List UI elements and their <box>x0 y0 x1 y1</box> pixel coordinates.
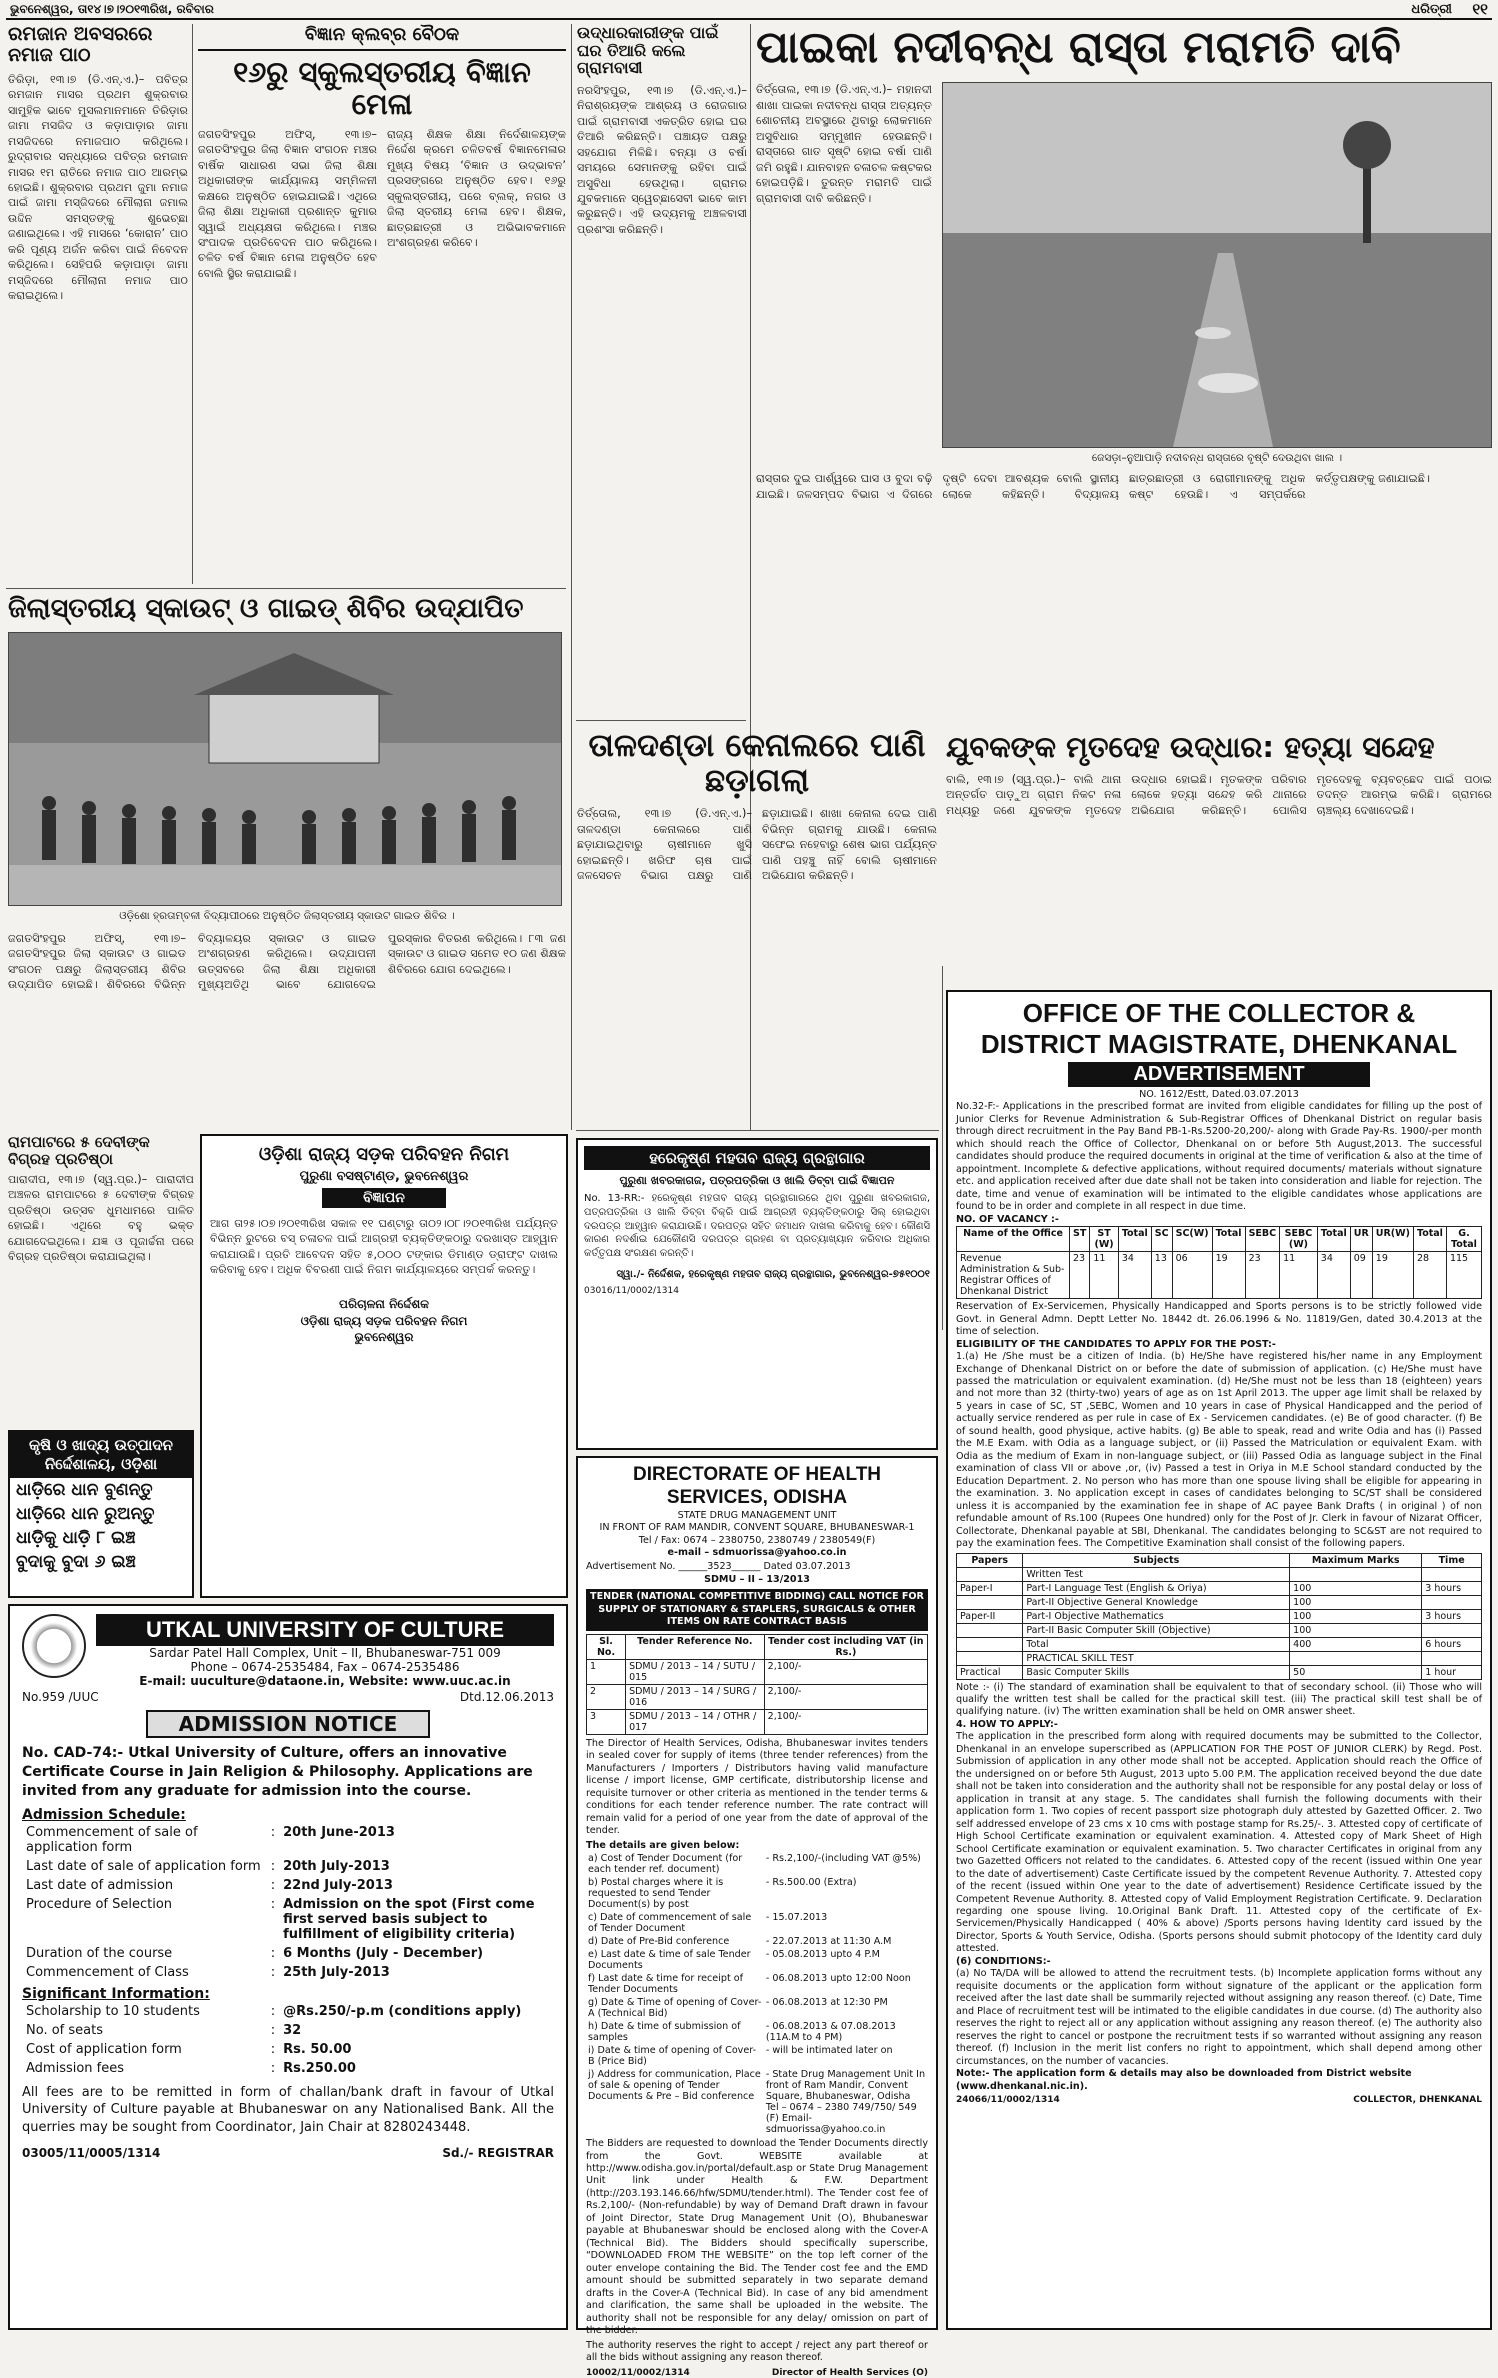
science-article <box>198 24 566 586</box>
youth-article <box>946 732 1492 982</box>
exam-cell: PRACTICAL SKILL TEST <box>1023 1651 1290 1665</box>
utkal-title: UTKAL UNIVERSITY OF CULTURE <box>96 1614 554 1646</box>
detail-row <box>586 2068 928 2136</box>
exam-cell <box>1422 1623 1482 1637</box>
exam-cell: Total <box>1023 1637 1290 1651</box>
exam-cell: Part-II Objective General Knowledge <box>1023 1595 1290 1609</box>
detail-value: - State Drug Management Unit In front of Ram Mandir, Convent Square, Bhubaneswar, Odisha Tel – 0674 – 2380 749/750/ 549 (F) Email- sdmuorissa@yahoo.co.in <box>765 2069 926 2136</box>
masthead <box>6 0 1492 20</box>
detail-value: - 15.07.2013 <box>765 1912 828 1924</box>
info-colon: : <box>270 2022 276 2038</box>
detail-value: - 06.08.2013 upto 12:00 Noon <box>765 1973 911 1985</box>
detail-row <box>586 1972 928 1996</box>
osrtc-tag: ବିଜ୍ଞାପନ <box>322 1188 446 1208</box>
collector-vac-title: NO. OF VACANCY :- <box>956 1213 1059 1225</box>
vacancy-col-header: SC(W) <box>1172 1227 1212 1252</box>
schedule-row <box>22 1963 554 1982</box>
library-sign: ସ୍ୱା./- ନିର୍ଦ୍ଦେଶକ, ହରେକୃଷ୍ଣ ମହତାବ ରାଜ୍ୟ ଗ୍ରନ୍ଥାଗାର, ଭୁବନେଶ୍ୱର-୭୫୧୦୦୧ <box>616 1268 930 1280</box>
shelter-body: ନରସିଂହପୁର, ୧୩।୭ (ଡି.ଏନ୍.ଏ.)– ନିରାଶ୍ରୟଙ୍କ ଆଶ୍ରୟ ଓ ରୋଜଗାର ପାଇଁ ଗ୍ରାମବାସୀ ଏକତ୍ରିତ ହୋଇ ଘର ତିଆରି କରିଛନ୍ତି। ପଞ୍ଚାୟତ ପକ୍ଷରୁ ସହଯୋଗ ମିଳିଛି। ବନ୍ୟା ଓ ବର୍ଷା ସମୟରେ ସେମାନଙ୍କୁ ରହିବା ପାଇଁ ଅସୁବିଧା ହେଉଥିଲା। ଗ୍ରାମର ଯୁବକମାନେ ସ୍ୱେଚ୍ଛାସେବୀ ଭାବେ କାମ କରୁଛନ୍ତି। ଏହି ଉଦ୍ୟମକୁ ଅଞ୍ଚଳବାସୀ ପ୍ରଶଂସା କରିଛନ୍ତି। <box>577 83 747 236</box>
exam-table <box>956 1553 1482 1680</box>
info-key: Scholarship to 10 students <box>26 2003 200 2019</box>
exam-row <box>957 1637 1482 1651</box>
collector-title-2: DISTRICT MAGISTRATE, DHENKANAL <box>980 1029 1458 1059</box>
vacancy-cell: 23 <box>1245 1252 1280 1299</box>
exam-col-header: Maximum Marks <box>1290 1553 1422 1567</box>
shelter-article <box>577 24 747 718</box>
utkal-notice: ADMISSION NOTICE <box>146 1710 430 1738</box>
collector-cond: (a) No TA/DA will be allowed to attend the recruitment tests. (b) Incomplete application forms without any requisite documents or the application form without signature of the applicant or the application form received after the last date shall be summarily rejected without assigning any reason thereof. (c) Date, Time and Place of recruitment test will be intimated to the eligible candidates in due course. (d) The authority also reserves the right to reject all or any application without assigning any reason thereof. (e) The authority also reserves the right to cancel or postpone the recruitment tests if so warranted without assigning any reason thereof. (f) Inclusion in the merit list confers no right to appointment, which shall depend among other circumstances, on the number of vacancies. <box>956 1968 1482 2067</box>
exam-row <box>957 1595 1482 1609</box>
health-unit: STATE DRUG MANAGEMENT UNIT <box>677 1509 837 1521</box>
exam-cell: 6 hours <box>1422 1637 1482 1651</box>
health-sign: Director of Health Services (O) <box>771 2368 928 2378</box>
exam-row <box>957 1665 1482 1679</box>
vacancy-cell: 19 <box>1372 1252 1413 1299</box>
collector-note: Note :- (i) The standard of examination shall be equivalent to that of secondary school. (ii) Those who will qualify the written test shall be called for the practical skill test. (iii) The practical skill test shall be of qualifying nature. (iv) The written examination shall be held on OMR answer sheet. <box>956 1681 1482 1718</box>
info-row <box>22 2040 554 2059</box>
tender-cell: 2,100/- <box>764 1684 927 1709</box>
exam-cell: Paper-II <box>957 1609 1023 1623</box>
detail-row <box>586 2020 928 2044</box>
osrtc-sign-3: ଭୁବନେଶ୍ୱର <box>354 1330 414 1345</box>
scout-article <box>8 594 566 1130</box>
detail-key: b) Postal charges where it is requested to send Tender Document(s) by post <box>588 1877 724 1911</box>
osrtc-ad <box>200 1134 568 1598</box>
vacancy-table <box>956 1226 1482 1299</box>
schedule-key: Procedure of Selection <box>26 1896 173 1912</box>
ramzan-headline: ରମଜାନ ଅବସରରେ ନମାଜ ପାଠ <box>8 23 153 66</box>
utkal-schedule <box>22 1823 554 1982</box>
info-value: Rs.250.00 <box>283 2060 356 2076</box>
tender-col-header: Sl. No. <box>587 1634 626 1659</box>
exam-cell <box>1422 1595 1482 1609</box>
info-colon: : <box>270 2041 276 2057</box>
info-value: 32 <box>283 2022 302 2038</box>
schedule-colon: : <box>270 1964 276 1980</box>
agri-line-4: ବୁଦାକୁ ବୁଦା ୬ ଇଞ୍ଚ <box>16 1551 136 1572</box>
vacancy-col-header: Total <box>1317 1227 1350 1252</box>
detail-key: e) Last date & time of sale Tender Documents <box>588 1949 751 1972</box>
collector-elig: 1.(a) He /She must be a citizen of India. (b) He/She have registered his/her name in any Employment Exchange of Dhenkanal District on or before the date of submission of application. (c) He/She must have passed the matriculation or equivalent examination. (d) He/She must not be less than 18 (eighteen) years and not more than 32 (thirty-two) years of age as on 1st April 2013. The upper age limit shall be relaxed by 5 years in case of SC, ST ,SEBC, Women and 10 years in case of Physical Handicapped and the period of actually service rendered as per rule in case of Ex - Servicemen candidates. (e) Be of good character. (f) Be of sound health, good physique, active habits. (g) Be able to speak, read and write Odia and has (i) Passed the M.E Exam. with Odia as a language subject, or (ii) Passed the Matriculation or equivalent Exam. with Odia as the medium of Exam in non-language subject, or (iii) Passed Odia as language subject in the Final examination of class VII or above ,or, (iv) Passed a test in Oriya in M.E School standard conducted by the Education Department. 2. No person who has more than one spouse living shall be eligible for appearing in the examination. 3. No application except in cases of candidates belonging to SC/ST shall be considered unless it is accompanied by the examination fee in shape of AC payee Bank Drafts ( in original ) of non refundable amount of Rs.100 (Rupees One hundred) only for the Post of Jr. Clerk in favour of Nizarat Officer, Collectorate, Dhenkanal payable at SBI, Dhenkanal. The candidates belonging to SC&ST are not required to pay the examination fees. The Competitive Examination shall consist of the following papers. <box>956 1351 1482 1550</box>
exam-cell <box>957 1623 1023 1637</box>
youth-headline: ଯୁବକଙ୍କ ମୃତଦେହ ଉଦ୍ଧାର: ହତ୍ୟା ସନ୍ଦେହ <box>946 730 1435 764</box>
detail-key: d) Date of Pre-Bid conference <box>588 1936 730 1948</box>
detail-value: - Rs.2,100/-(including VAT @5%) <box>765 1853 921 1865</box>
info-colon: : <box>270 2003 276 2019</box>
collector-title-1: OFFICE OF THE COLLECTOR & <box>1022 998 1416 1028</box>
vacancy-col-header: Total <box>1212 1227 1245 1252</box>
science-kicker: ବିଜ୍ଞାନ କ୍ଲବ୍‌ର ବୈଠକ <box>198 24 566 51</box>
vacancy-col-header: UR(W) <box>1372 1227 1413 1252</box>
detail-value: - 22.07.2013 at 11:30 A.M <box>765 1936 892 1948</box>
schedule-row <box>22 1823 554 1857</box>
exam-col-header: Papers <box>957 1553 1023 1567</box>
exam-row <box>957 1651 1482 1665</box>
vacancy-cell: 11 <box>1280 1252 1318 1299</box>
scout-photo-art <box>9 633 561 905</box>
exam-row <box>957 1581 1482 1595</box>
utkal-addr-1: Sardar Patel Hall Complex, Unit – II, Bhubaneswar-751 009 <box>149 1646 501 1660</box>
tender-cell: SDMU / 2013 – 14 / SURG / 016 <box>626 1684 765 1709</box>
detail-key: i) Date & time of opening of Cover-B (Price Bid) <box>588 2045 757 2068</box>
detail-key: a) Cost of Tender Document (for each tender ref. document) <box>588 1853 743 1876</box>
schedule-key: Last date of sale of application form <box>26 1858 261 1874</box>
exam-cell <box>957 1637 1023 1651</box>
health-code: 10002/11/0002/1314 <box>586 2368 690 2378</box>
agri-line-3: ଧାଡ଼ିକୁ ଧାଡ଼ି ୮ ଇଞ୍ଚ <box>16 1527 136 1548</box>
exam-cell: Practical <box>957 1665 1023 1679</box>
schedule-colon: : <box>270 1896 276 1912</box>
detail-row <box>586 1948 928 1972</box>
vacancy-col-header: Total <box>1413 1227 1446 1252</box>
page-number: ୧୧ <box>1472 0 1488 18</box>
agri-line-2: ଧାଡ଼ିରେ ଧାନ ରୁଅନ୍ତୁ <box>16 1503 155 1524</box>
exam-cell: Part-II Basic Computer Skill (Objective) <box>1023 1623 1290 1637</box>
paika-photo-art <box>943 83 1491 447</box>
paika-photo <box>942 82 1492 448</box>
vacancy-cell: 28 <box>1413 1252 1446 1299</box>
utkal-no: No.959 /UUC <box>22 1690 99 1704</box>
detail-row <box>586 1852 928 1876</box>
tender-cell: 1 <box>587 1659 626 1684</box>
exam-cell: 1 hour <box>1422 1665 1482 1679</box>
schedule-row <box>22 1876 554 1895</box>
detail-key: c) Date of commencement of sale of Tender Document <box>588 1912 752 1935</box>
exam-cell: 50 <box>1290 1665 1422 1679</box>
collector-foot: Note:- The application form & details may also be downloaded from District website (www.dhenkanal.nic.in). <box>956 2068 1412 2092</box>
vacancy-col-header: UR <box>1350 1227 1372 1252</box>
detail-row <box>586 2044 928 2068</box>
utkal-sign: Sd./- REGISTRAR <box>442 2146 554 2161</box>
schedule-key: Commencement of Class <box>26 1964 189 1980</box>
exam-row <box>957 1609 1482 1623</box>
canal-body: ତିର୍ତ୍ତୋଲ, ୧୩।୭ (ଡି.ଏନ୍.ଏ.)– ତାଳଦଣ୍ଡା କେନାଲରେ ପାଣି ଛଡ଼ାଯାଇଥିବାରୁ ଚାଷୀମାନେ ଖୁସି ହୋଇଛନ୍ତି। ଖରିଫ ଚାଷ ପାଇଁ ଜଳସେଚନ ବିଭାଗ ପକ୍ଷରୁ ପାଣି ଛଡ଼ାଯାଇଛି। ଶାଖା କେନାଲ ଦେଇ ପାଣି ବିଭିନ୍ନ ଗ୍ରାମକୁ ଯାଉଛି। କେନାଲ ସଫେଇ ନହେବାରୁ ଶେଷ ଭାଗ ପର୍ଯ୍ୟନ୍ତ ପାଣି ପହଞ୍ଚୁ ନାହିଁ ବୋଲି ଚାଷୀମାନେ ଅଭିଯୋଗ କରିଛନ୍ତି। <box>577 807 937 883</box>
info-colon: : <box>270 2060 276 2076</box>
vacancy-col-header: G. Total <box>1446 1227 1481 1252</box>
exam-cell: 100 <box>1290 1609 1422 1623</box>
osrtc-title: ଓଡ଼ିଶା ରାଜ୍ୟ ସଡ଼କ ପରିବହନ ନିଗମ <box>258 1144 510 1165</box>
exam-cell <box>1290 1567 1422 1581</box>
health-body-3: The authority reserves the right to accept / reject any part thereof or all the bids without assigning any reason thereof. <box>586 2339 928 2363</box>
detail-value: - 06.08.2013 at 12:30 PM <box>765 1997 888 2009</box>
vacancy-col-header: Total <box>1118 1227 1151 1252</box>
utkal-code: 03005/11/0005/1314 <box>22 2146 161 2161</box>
science-body-b: ରାଜ୍ୟ ଶିକ୍ଷକ ଶିକ୍ଷା ନିର୍ଦେଶାଳୟଙ୍କ ନିର୍ଦ୍ଦେଶ କ୍ରମେ ଚଳିତବର୍ଷ ବିଜ୍ଞାନମେଳାର ମୁଖ୍ୟ ବିଷୟ ‘ବିଜ୍ଞାନ ଓ ଉଦ୍ଭାବନ’ ପ୍ରସଙ୍ଗରେ ଅନୁଷ୍ଠିତ ହେବ। ୧୬ରୁ ସ୍କୁଲସ୍ତରୀୟ, ପରେ ବ୍ଲକ୍, ନଗର ଓ ଜିଲା ସ୍ତରୀୟ ମେଳା ହେବ। ଶିକ୍ଷକ, ଛାତ୍ରଛାତ୍ରୀ ଓ ଅଭିଭାବକମାନେ ଅଂଶଗ୍ରହଣ କରିବେ। <box>387 127 566 249</box>
exam-cell: Written Test <box>1023 1567 1290 1581</box>
health-ad <box>576 1456 938 2378</box>
detail-key: f) Last date & time for receipt of Tender Documents <box>588 1973 744 1996</box>
utkal-addr-2: Phone – 0674-2535484, Fax – 0674-2535486 <box>190 1660 460 1674</box>
paika-article <box>756 24 1492 724</box>
exam-cell: 100 <box>1290 1595 1422 1609</box>
idol-body: ପାରାଦୀପ, ୧୩।୭ (ସ୍ୱ.ପ୍ର.)– ପାରାଦୀପ ଅଞ୍ଚଳର ରାମପାଟରେ ୫ ଦେବୀଙ୍କ ବିଗ୍ରହ ପ୍ରତିଷ୍ଠା ଉତ୍ସବ ଧୁମଧାମରେ ପାଳିତ ହୋଇଛି। ଏଥିରେ ବହୁ ଭକ୍ତ ଯୋଗଦେଇଥିଲେ। ଯଜ୍ଞ ଓ ପୂଜାର୍ଚ୍ଚନା ପରେ ବିଗ୍ରହ ପ୍ରତିଷ୍ଠା କରାଯାଇଥିଲା। <box>8 1173 194 1264</box>
collector-how-title: 4. HOW TO APPLY:- <box>956 1718 1058 1730</box>
schedule-colon: : <box>270 1824 276 1840</box>
paika-headline: ପାଇକା ନଦୀବନ୍ଧ ରାସ୍ତା ମରାମତି ଦାବି <box>756 22 1401 73</box>
collector-intro: No.32-F:- Applications in the prescribed format are invited from eligible candidates for filling up the post of Junior Clerks for Revenue Administration & Sub-Registrar Offices of Dhenkanal District on regular basis through direct recruitment in the Pay Band PB-1-Rs.5200-20,200/- along with Grade Pay-Rs. 1900/-per month which should reach the Office of Collector, Dhenkanal on or before 5th August,2013. The successful candidates should produce the required documents in original at the time of verification & also at the time of appointment. Incomplete & defective applications, without required documents/ materials without signature etc. and application received after due date shall not be taken into consideration and liable for rejection. The date, time and venue of examination will be intimated to the eligible candidates whose applications are found to be in order and complete in all respect in due time. <box>956 1101 1482 1213</box>
detail-value: - 06.08.2013 & 07.08.2013 (11A.M to 4 PM) <box>765 2021 896 2044</box>
info-key: Admission fees <box>26 2060 125 2076</box>
tender-cell: SDMU / 2013 – 14 / OTHR / 017 <box>626 1709 765 1734</box>
vacancy-cell: 06 <box>1172 1252 1212 1299</box>
info-row <box>22 2059 554 2078</box>
exam-cell: Part-I Language Test (English & Oriya) <box>1023 1581 1290 1595</box>
vacancy-cell: 19 <box>1212 1252 1245 1299</box>
exam-cell: Paper-I <box>957 1581 1023 1595</box>
collector-sign: COLLECTOR, DHENKANAL <box>1353 2095 1482 2105</box>
health-adv: Advertisement No. ______3523______ Dated 03.07.2013 <box>586 1561 851 1573</box>
info-value: Rs. 50.00 <box>283 2041 352 2057</box>
health-ref: SDMU – II – 13/2013 <box>704 1573 810 1585</box>
health-title: DIRECTORATE OF HEALTH SERVICES, ODISHA <box>632 1464 882 1508</box>
tender-cell: 2 <box>587 1684 626 1709</box>
shelter-headline: ଉଦ୍ଧାରକାରୀଙ୍କ ପାଇଁ ଘର ତିଆରି କଲେ ଗ୍ରାମବାସୀ <box>577 23 719 78</box>
info-key: Cost of application form <box>26 2041 182 2057</box>
schedule-row <box>22 1895 554 1944</box>
detail-key: g) Date & Time of opening of Cover-A (Technical Bid) <box>588 1997 762 2020</box>
exam-row <box>957 1567 1482 1581</box>
health-tel: Tel / Fax: 0674 – 2380750, 2380749 / 2380549(F) <box>638 1534 876 1546</box>
vacancy-col-header: ST <box>1070 1227 1090 1252</box>
health-email: e-mail – sdmuorissa@yahoo.co.in <box>667 1547 847 1558</box>
utkal-date: Dtd.12.06.2013 <box>459 1690 554 1704</box>
schedule-colon: : <box>270 1858 276 1874</box>
detail-key: h) Date & time of submission of samples <box>588 2021 741 2044</box>
scout-photo <box>8 632 562 906</box>
schedule-colon: : <box>270 1877 276 1893</box>
scout-body: ଜଗତସିଂହପୁର ଅଫିସ୍, ୧୩।୭– ଜଗତସିଂହପୁର ଜିଲା ସ୍କାଉଟ ଓ ଗାଇଡ ସଂଗଠନ ପକ୍ଷରୁ ଜିଲାସ୍ତରୀୟ ଶିବିର ଉଦ୍‌ଯାପିତ ହୋଇଛି। ଶିବିରରେ ବିଭିନ୍ନ ବିଦ୍ୟାଳୟର ସ୍କାଉଟ ଓ ଗାଇଡ ଅଂଶଗ୍ରହଣ କରିଥିଲେ। ଉଦ୍‌ଯାପନୀ ଉତ୍ସବରେ ଜିଲା ଶିକ୍ଷା ଅଧିକାରୀ ମୁଖ୍ୟଅତିଥି ଭାବେ ଯୋଗଦେଇ ପୁରସ୍କାର ବିତରଣ କରିଥିଲେ। ୮୩ ଜଣ ସ୍କାଉଟ ଓ ଗାଇଡ ସମେତ ୧୦ ଜଣ ଶିକ୍ଷକ ଶିବିରରେ ଯୋଗ ଦେଇଥିଲେ। <box>8 931 566 992</box>
paika-body: ତିର୍ତ୍ତୋଲ, ୧୩।୭ (ଡି.ଏନ୍.ଏ.)– ମହାନଦୀ ଶାଖା ପାଇକା ନଦୀବନ୍ଧ ରାସ୍ତା ଅତ୍ୟନ୍ତ ଶୋଚନୀୟ ଅବସ୍ଥାରେ ଥିବାରୁ ଲୋକମାନେ ଅସୁବିଧାର ସମ୍ମୁଖୀନ ହେଉଛନ୍ତି। ରାସ୍ତାରେ ଗାତ ସୃଷ୍ଟି ହୋଇ ବର୍ଷା ପାଣି ଜମି ରହୁଛି। ଯାନବାହନ ଚଳାଚଳ କଷ୍ଟକର ହୋଇପଡ଼ିଛି। ତୁରନ୍ତ ମରାମତି ପାଇଁ ଗ୍ରାମବାସୀ ଦାବି କରିଛନ୍ତି। <box>756 83 932 205</box>
health-body-2: The Bidders are requested to download the Tender Documents directly from the Govt. WEBSITE available at http://www.odisha.gov.in/portal/default.asp or State Drug Management Unit link under Health & F.W. Department (http://203.193.146.66/hfw/SDMU/tender.html). The Tender cost fee of Rs.2,100/- (Non-refundable) by way of Demand Draft drawn in favour of Joint Director, State Drug Management Unit (O), Bhubaneswar payable at Bhubaneswar should be enclosed along with the Cover-A (Technical Bid). The Bidders should specifically superscribe, “DOWNLOADED FROM THE WEBSITE” on the top left corner of the outer envelope containing the Bid. The Tender cost fee and the EMD amount should be submitted separately in two separate demand drafts in the Cover-A (Technical Bid). In case of any bid amendment and clarification, the same shall be uploaded in the website. The authority shall not be responsible for any delay/ omission on part of the bidder. <box>586 2138 928 2337</box>
vacancy-col-header: SEBC <box>1245 1227 1280 1252</box>
tender-cell: 2,100/- <box>764 1659 927 1684</box>
health-body: The Director of Health Services, Odisha, Bhubaneswar invites tenders in sealed cover for supply of items (three tender references) from the Manufacturers / Importers / Distributors having valid manufacture license / import license, GMP certificate, distributorship license and requisite turnover or other criteria as mentioned in the tender terms & conditions for each tender reference number. The rate contract will remain valid for a period of one year from the date of approval of the tender. <box>586 1737 928 1837</box>
tender-row <box>587 1709 928 1734</box>
science-headline: ୧୬ରୁ ସ୍କୁଲସ୍ତରୀୟ ବିଜ୍ଞାନ ମେଳା <box>233 55 531 121</box>
collector-how: The application in the prescribed form along with required documents may be submitted to the Collector, Dhenkanal in an envelope superscribed as (APPLICATION FOR THE POST OF JUNIOR CLERK) by Regd. Post. Submission of application in any other mode shall not be accepted. Application should reach the Office of the undersigned on or before 5th August, 2013 upto 5.00 P.M. The application received beyond the due date shall not be taken into consideration and the authority shall not be responsible for any postal delay or loss of application in transit at any stage. 5. The candidates shall furnish the following documents with their application form 1. Two copies of recent passport size photograph duly attested by Gazetted Officer. 2. Two self addressed envelope of 23 cms x 10 cms with postage stamp for Rs.25/-. 3. Attested copy of certificate of High School Certificate examination or equivalent examination. 4. Attested copy of Mark Sheet of High School Certificate examination or equivalent examination. 5. Two character Certificates in original from any two Gazetted Officers not related to the candidates. 6. Attested copy of the recent (issued within One year to the date of advertisement) Caste Certificate issued by the competent Revenue Authority. 7. Attested copy of the recent (issued within One year to the date of advertisement) Residence Certificate issued by the Competent Revenue Authority. 8. Attested copy of Valid Employment Registration Certificate. 9. Declaration regarding one spouse living. 10.Original Bank Draft. 11. Attested copy of the certificate of Ex-Servicemen/Physically Handicapped ( 40% & above) /Sports persons having Identity card issued by the Director, Sports & Youth Service, Odisha. (Sports persons should submit photocopy of the Identity card duly attested. <box>956 1731 1482 1955</box>
vacancy-cell: 23 <box>1070 1252 1090 1299</box>
vacancy-cell: Revenue Administration & Sub-Registrar Offices of Dhenkanal District <box>957 1252 1070 1299</box>
vacancy-cell: 34 <box>1317 1252 1350 1299</box>
tender-cell: 2,100/- <box>764 1709 927 1734</box>
exam-col-header: Time <box>1422 1553 1482 1567</box>
schedule-key: Duration of the course <box>26 1945 173 1961</box>
vacancy-cell: 09 <box>1350 1252 1372 1299</box>
health-details <box>586 1852 928 2136</box>
exam-cell: 100 <box>1290 1623 1422 1637</box>
exam-cell: Basic Computer Skills <box>1023 1665 1290 1679</box>
youth-body: ବାଲି, ୧୩।୭ (ସ୍ୱ.ପ୍ର.)– ବାଲି ଥାନା ଅନ୍ତର୍ଗତ ପାଡ଼ୁଅ ଗ୍ରାମ ନିକଟ ନଳା ମଧ୍ୟରୁ ଜଣେ ଯୁବକଙ୍କ ମୃତଦେହ ଉଦ୍ଧାର ହୋଇଛି। ମୃତକଙ୍କ ପରିବାର ଲୋକେ ହତ୍ୟା ସନ୍ଦେହ କରି ଥାନାରେ ଅଭିଯୋଗ କରିଛନ୍ତି। ପୋଲିସ ମୃତଦେହକୁ ବ୍ୟବଚ୍ଛେଦ ପାଇଁ ପଠାଇ ତଦନ୍ତ ଆରମ୍ଭ କରିଛି। ଗ୍ରାମରେ ଚାଞ୍ଚଲ୍ୟ ଦେଖାଦେଇଛି। <box>946 772 1492 817</box>
utkal-info-title: Significant Information: <box>22 1985 210 2002</box>
collector-adv: ADVERTISEMENT <box>1068 1062 1370 1087</box>
utkal-intro: No. CAD-74:- Utkal University of Culture, offers an innovative Certificate Course in Jain Religion & Philosophy. Applications are invited from any graduate for admission into the course. <box>22 1745 533 1799</box>
canal-article <box>577 728 937 1128</box>
info-value: @Rs.250/-p.m (conditions apply) <box>283 2003 522 2019</box>
health-details-title: The details are given below: <box>586 1839 740 1851</box>
schedule-colon: : <box>270 1945 276 1961</box>
schedule-value: 22nd July-2013 <box>283 1877 393 1893</box>
utkal-info <box>22 2002 554 2078</box>
schedule-row <box>22 1944 554 1963</box>
tender-col-header: Tender cost including VAT (in Rs.) <box>764 1634 927 1659</box>
health-addr: IN FRONT OF RAM MANDIR, CONVENT SQUARE, BHUBANESWAR-1 <box>599 1522 915 1534</box>
exam-col-header: Subjects <box>1023 1553 1290 1567</box>
tender-col-header: Tender Reference No. <box>626 1634 765 1659</box>
collector-elig-title: ELIGIBILITY OF THE CANDIDATES TO APPLY FOR THE POST:- <box>956 1338 1276 1350</box>
exam-cell <box>957 1595 1023 1609</box>
utkal-schedule-title: Admission Schedule: <box>22 1806 186 1823</box>
exam-cell <box>1422 1651 1482 1665</box>
tender-cell: 3 <box>587 1709 626 1734</box>
vacancy-cell: 13 <box>1151 1252 1172 1299</box>
tender-row <box>587 1659 928 1684</box>
paper-name: ଧରିତ୍ରୀ <box>1411 2 1452 17</box>
canal-headline: ତାଳଦଣ୍ଡା କେନାଲରେ ପାଣି ଛଡ଼ାଗଲା <box>588 726 926 800</box>
schedule-key: Last date of admission <box>26 1877 174 1893</box>
exam-cell: Part-I Objective Mathematics <box>1023 1609 1290 1623</box>
info-row <box>22 2002 554 2021</box>
schedule-value: 20th June-2013 <box>283 1824 395 1840</box>
info-key: No. of seats <box>26 2022 103 2038</box>
vacancy-col-header: Name of the Office <box>957 1227 1070 1252</box>
ramzan-article <box>8 24 188 586</box>
osrtc-sign-2: ଓଡ଼ିଶା ରାଜ୍ୟ ସଡ଼କ ପରିବହନ ନିଗମ <box>300 1313 468 1328</box>
detail-row <box>586 1935 928 1948</box>
utkal-addr-3: E-mail: uuculture@dataone.in, Website: www.uuc.ac.in <box>139 1674 511 1688</box>
exam-cell <box>1422 1567 1482 1581</box>
detail-row <box>586 1876 928 1911</box>
exam-row <box>957 1623 1482 1637</box>
university-seal-icon <box>22 1614 86 1678</box>
schedule-key: Commencement of sale of application form <box>26 1824 198 1855</box>
utkal-ad <box>8 1604 568 2330</box>
paika-body-2: ରାସ୍ତାର ଦୁଇ ପାର୍ଶ୍ୱରେ ଘାସ ଓ ବୁଦା ବଢ଼ି ଯାଇଛି। ଜଳସମ୍ପଦ ବିଭାଗ ଏ ଦିଗରେ ଦୃଷ୍ଟି ଦେବା ଆବଶ୍ୟକ ବୋଲି ସ୍ଥାନୀୟ ଲୋକେ କହିଛନ୍ତି। ବିଦ୍ୟାଳୟ ଛାତ୍ରଛାତ୍ରୀ ଓ ରୋଗୀମାନଙ୍କୁ ଅଧିକ କଷ୍ଟ ହେଉଛି। ଏ ସମ୍ପର୍କରେ କର୍ତ୍ତୃପକ୍ଷଙ୍କୁ ଜଣାଯାଇଛି। <box>756 472 1430 501</box>
agri-line-1: ଧାଡ଼ିରେ ଧାନ ବୁଣନ୍ତୁ <box>16 1479 153 1500</box>
detail-value: - 05.08.2013 upto 4 P.M <box>765 1949 880 1961</box>
health-tender-table <box>586 1634 928 1735</box>
exam-cell: 100 <box>1290 1581 1422 1595</box>
scout-headline: ଜିଲାସ୍ତରୀୟ ସ୍କାଉଟ୍ ଓ ଗାଇଡ୍ ଶିବିର ଉଦ୍‌ଯାପିତ <box>8 593 524 624</box>
osrtc-body: ଆଗ ତା୨୫।୦୭।୨୦୧୩ରିଖ ସକାଳ ୧୧ ଘଣ୍ଟାରୁ ତା୦୨।୦୮।୨୦୧୩ରିଖ ପର୍ଯ୍ୟନ୍ତ ବିଭିନ୍ନ ରୁଟରେ ବସ୍ ଚଳାଚଳ ପାଇଁ ଆଗ୍ରହୀ ବ୍ୟକ୍ତିଙ୍କଠାରୁ ଦରଖାସ୍ତ ଆହ୍ୱାନ କରାଯାଉଛି। ପ୍ରତି ଆବେଦନ ସହିତ ୫,୦୦୦ ଟଙ୍କାର ଡିମାଣ୍ଡ ଡ୍ରାଫ୍ଟ ଦାଖଲ କରିବାକୁ ହେବ। ଅଧିକ ବିବରଣୀ ପାଇଁ ନିଗମ କାର୍ଯ୍ୟାଳୟରେ ସମ୍ପର୍କ କରନ୍ତୁ। <box>210 1217 558 1277</box>
idol-headline: ରାମପାଟରେ ୫ ଦେବୀଙ୍କ ବିଗ୍ରହ ପ୍ରତିଷ୍ଠା <box>8 1133 150 1168</box>
detail-value: - will be intimated later on <box>765 2045 893 2057</box>
detail-row <box>586 1911 928 1935</box>
library-title: ହରେକୃଷ୍ଣ ମହତାବ ରାଜ୍ୟ ଗ୍ରନ୍ଥାଗାର <box>584 1146 930 1170</box>
science-body-a: ଜଗତସିଂହପୁର ଅଫିସ୍, ୧୩।୭– ଜଗତସିଂହପୁର ଜିଲା ବିଜ୍ଞାନ ସଂଗଠନ ମଞ୍ଚର ବାର୍ଷିକ ସାଧାରଣ ସଭା ଜିଲା ଶିକ୍ଷା ଅଧିକାରୀଙ୍କ କାର୍ଯ୍ୟାଳୟ ସମ୍ମିଳନୀ କକ୍ଷରେ ଅନୁଷ୍ଠିତ ହୋଇଯାଇଛି। ଏଥିରେ ଜିଲା ଶିକ୍ଷା ଅଧିକାରୀ ପ୍ରଶାନ୍ତ କୁମାର ସ୍ୱାଇଁ ଅଧ୍ୟକ୍ଷତା କରିଥିଲେ। ମଞ୍ଚର ସଂପାଦକ ପ୍ରତିବେଦନ ପାଠ କରିଥିଲେ। ଚଳିତ ବର୍ଷ ବିଜ୍ଞାନ ମେଳା ଅନୁଷ୍ଠିତ ହେବ ବୋଲି ସ୍ଥିର କରାଯାଇଛି। <box>198 127 377 280</box>
agri-title: କୃଷି ଓ ଖାଦ୍ୟ ଉତ୍ପାଦନ ନିର୍ଦ୍ଦେଶାଳୟ, ଓଡ଼ିଶା <box>10 1432 192 1478</box>
schedule-row <box>22 1857 554 1876</box>
scout-caption: ଓଡ଼ିଶୋ ହ୍ରତାମ୍ବଳୀ ବିଦ୍ୟାପୀଠରେ ଅନୁଷ୍ଠିତ ଜିଲାସ୍ତରୀୟ ସ୍କାଉଟ ଗାଇଡ ଶିବିର । <box>119 909 455 922</box>
schedule-value: 20th July-2013 <box>283 1858 390 1874</box>
osrtc-sign-1: ପରିଚାଳନା ନିର୍ଦ୍ଦେଶକ <box>339 1296 429 1311</box>
health-tender-title: TENDER (NATIONAL COMPETITIVE BIDDING) CALL NOTICE FOR SUPPLY OF STATIONARY & STAPLERS, SURGICALS & OTHER ITEMS ON RATE CONTRACT BASIS <box>586 1589 928 1630</box>
exam-cell <box>957 1567 1023 1581</box>
exam-cell <box>957 1651 1023 1665</box>
schedule-value: 25th July-2013 <box>283 1964 390 1980</box>
collector-cond-title: (6) CONDITIONS:- <box>956 1955 1051 1967</box>
exam-cell <box>1290 1651 1422 1665</box>
vacancy-cell: 34 <box>1118 1252 1151 1299</box>
tender-row <box>587 1684 928 1709</box>
tender-cell: SDMU / 2013 – 14 / SUTU / 015 <box>626 1659 765 1684</box>
schedule-value: Admission on the spot (First come first served basis subject to fulfillment of eligibility criteria) <box>283 1896 535 1942</box>
library-subtitle: ପୁରୁଣା ଖବରକାଗଜ, ପତ୍ରପତ୍ରିକା ଓ ଖାଲି ଡିବ୍ବା ପାଇଁ ବିଜ୍ଞାପନ <box>619 1174 895 1187</box>
exam-cell: 3 hours <box>1422 1609 1482 1623</box>
library-ad <box>576 1138 938 1450</box>
vacancy-col-header: SEBC (W) <box>1280 1227 1318 1252</box>
library-body: No. 13-RR:- ହରେକୃଷ୍ଣ ମହତାବ ରାଜ୍ୟ ଗ୍ରନ୍ଥାଗାରରେ ଥିବା ପୁରୁଣା ଖବରକାଗଜ, ପତ୍ରପତ୍ରିକା ଓ ଖାଲି ଡିବ୍ବା ବିକ୍ରି ପାଇଁ ଆଗ୍ରହୀ ବ୍ୟକ୍ତିଙ୍କଠାରୁ ସିଲ୍ ହୋଇଥିବା ଦରପତ୍ର ଆହ୍ୱାନ କରାଯାଉଛି। ଦରପତ୍ର ସହିତ ଜମାଧନ ଦାଖଲ କରିବାକୁ ହେବ। କୌଣସି କାରଣ ନଦର୍ଶାଇ ଯେକୌଣସି ଦରପତ୍ର ଗ୍ରହଣ ବା ପ୍ରତ୍ୟାଖ୍ୟାନ କରିବାର ଅଧିକାର କର୍ତ୍ତୃପକ୍ଷ ସଂରକ୍ଷଣ କରନ୍ତି। <box>584 1193 930 1260</box>
collector-code: 24066/11/0002/1314 <box>956 2095 1060 2105</box>
library-code: 03016/11/0002/1314 <box>584 1285 679 1296</box>
collector-ad <box>946 990 1492 2330</box>
vacancy-cell: 115 <box>1446 1252 1481 1299</box>
collector-reservation: Reservation of Ex-Servicemen, Physically Handicapped and Sports persons is to be strictly followed vide Govt. in General Admn. Deptt Letter No. 18442 dt. 26.06.1996 & No. 11819/Gen, dated 30.4.2013 at the time of selection. <box>956 1301 1482 1338</box>
paika-caption: ଜେସଡ଼ା–ନୁଆପାଡ଼ି ନଦୀବନ୍ଧ ରାସ୍ତାରେ ବୃଷ୍ଟି ଦେଉଥିବା ଖାଲ । <box>1091 452 1343 465</box>
vacancy-cell: 11 <box>1090 1252 1118 1299</box>
agri-ad <box>8 1430 194 1598</box>
vacancy-col-header: SC <box>1151 1227 1172 1252</box>
info-row <box>22 2021 554 2040</box>
schedule-value: 6 Months (July - December) <box>283 1945 484 1961</box>
detail-row <box>586 1996 928 2020</box>
vacancy-col-header: ST (W) <box>1090 1227 1118 1252</box>
ramzan-body: ତିରିଡ଼ା, ୧୩।୭ (ଡି.ଏନ୍.ଏ.)– ପବିତ୍ର ରମଜାନ ମାସର ପ୍ରଥମ ଶୁକ୍ରବାର ସାମୁହିକ ଭାବେ ମୁସଲମାନମାନେ ତିରିଡ଼ାର ଜାମା ମସଜିଦ ଓ କଡ଼ାପାଡ଼ାର ଜାମା ମସଜିଦରେ ନମାଜପାଠ କରିଥିଲେ। ରୁଦ୍ରାବାର ସନ୍ଧ୍ୟାରେ ପବିତ୍ର ରମଜାନ ମାସର ୧ମ ରାତିରେ ନମାଜ ପାଠ ଆରମ୍ଭ ହୋଇଛି। ଶୁକ୍ରବାର ପ୍ରଥମ ଜୁମା ନମାଜ ପାଇଁ ଜାମା ମସ୍‌ଜିଦରେ ମୌଲାନା ଜମାଲ ଉଦ୍ଦିନ ସମସ୍ତଙ୍କୁ ଶୁଭେଚ୍ଛା ଜଣାଇଥିଲେ। ଏହି ମାସରେ ‘କୋରାନ’ ପାଠ କରି ପୂଣ୍ୟ ଅର୍ଜନ କରିବା ପାଇଁ ନିବେଦନ କରିଥିଲେ। ସେହିପରି କଡ଼ାପାଡ଼ା ଜାମା ମସ୍‌ଜିଦରେ ମୌଲାନା ନମାଜ ପାଠ କରାଇଥିଲେ। <box>8 72 188 303</box>
idol-article <box>8 1134 194 1424</box>
dateline: ଭୁବନେଶ୍ୱର, ତା୧୪।୭।୨୦୧୩ରିଖ, ରବିବାର <box>10 2 214 16</box>
collector-no: NO. 1612/Estt, Dated.03.07.2013 <box>1139 1089 1299 1100</box>
utkal-footer: All fees are to be remitted in form of challan/bank draft in favour of Utkal University of Culture payable at Bhubaneswar on any Nationalised Bank. All the querries may be sought from Coordinator, Jain Chair at 8280243448. <box>22 2084 554 2135</box>
exam-cell: 400 <box>1290 1637 1422 1651</box>
exam-cell: 3 hours <box>1422 1581 1482 1595</box>
detail-key: j) Address for communication, Place of sale & opening of Tender Documents & Pre – Bid conference <box>588 2069 761 2103</box>
osrtc-subtitle: ପୁରୁଣା ବସଷ୍ଟାଣ୍ଡ, ଭୁବନେଶ୍ୱର <box>299 1169 469 1184</box>
detail-value: - Rs.500.00 (Extra) <box>765 1877 857 1889</box>
